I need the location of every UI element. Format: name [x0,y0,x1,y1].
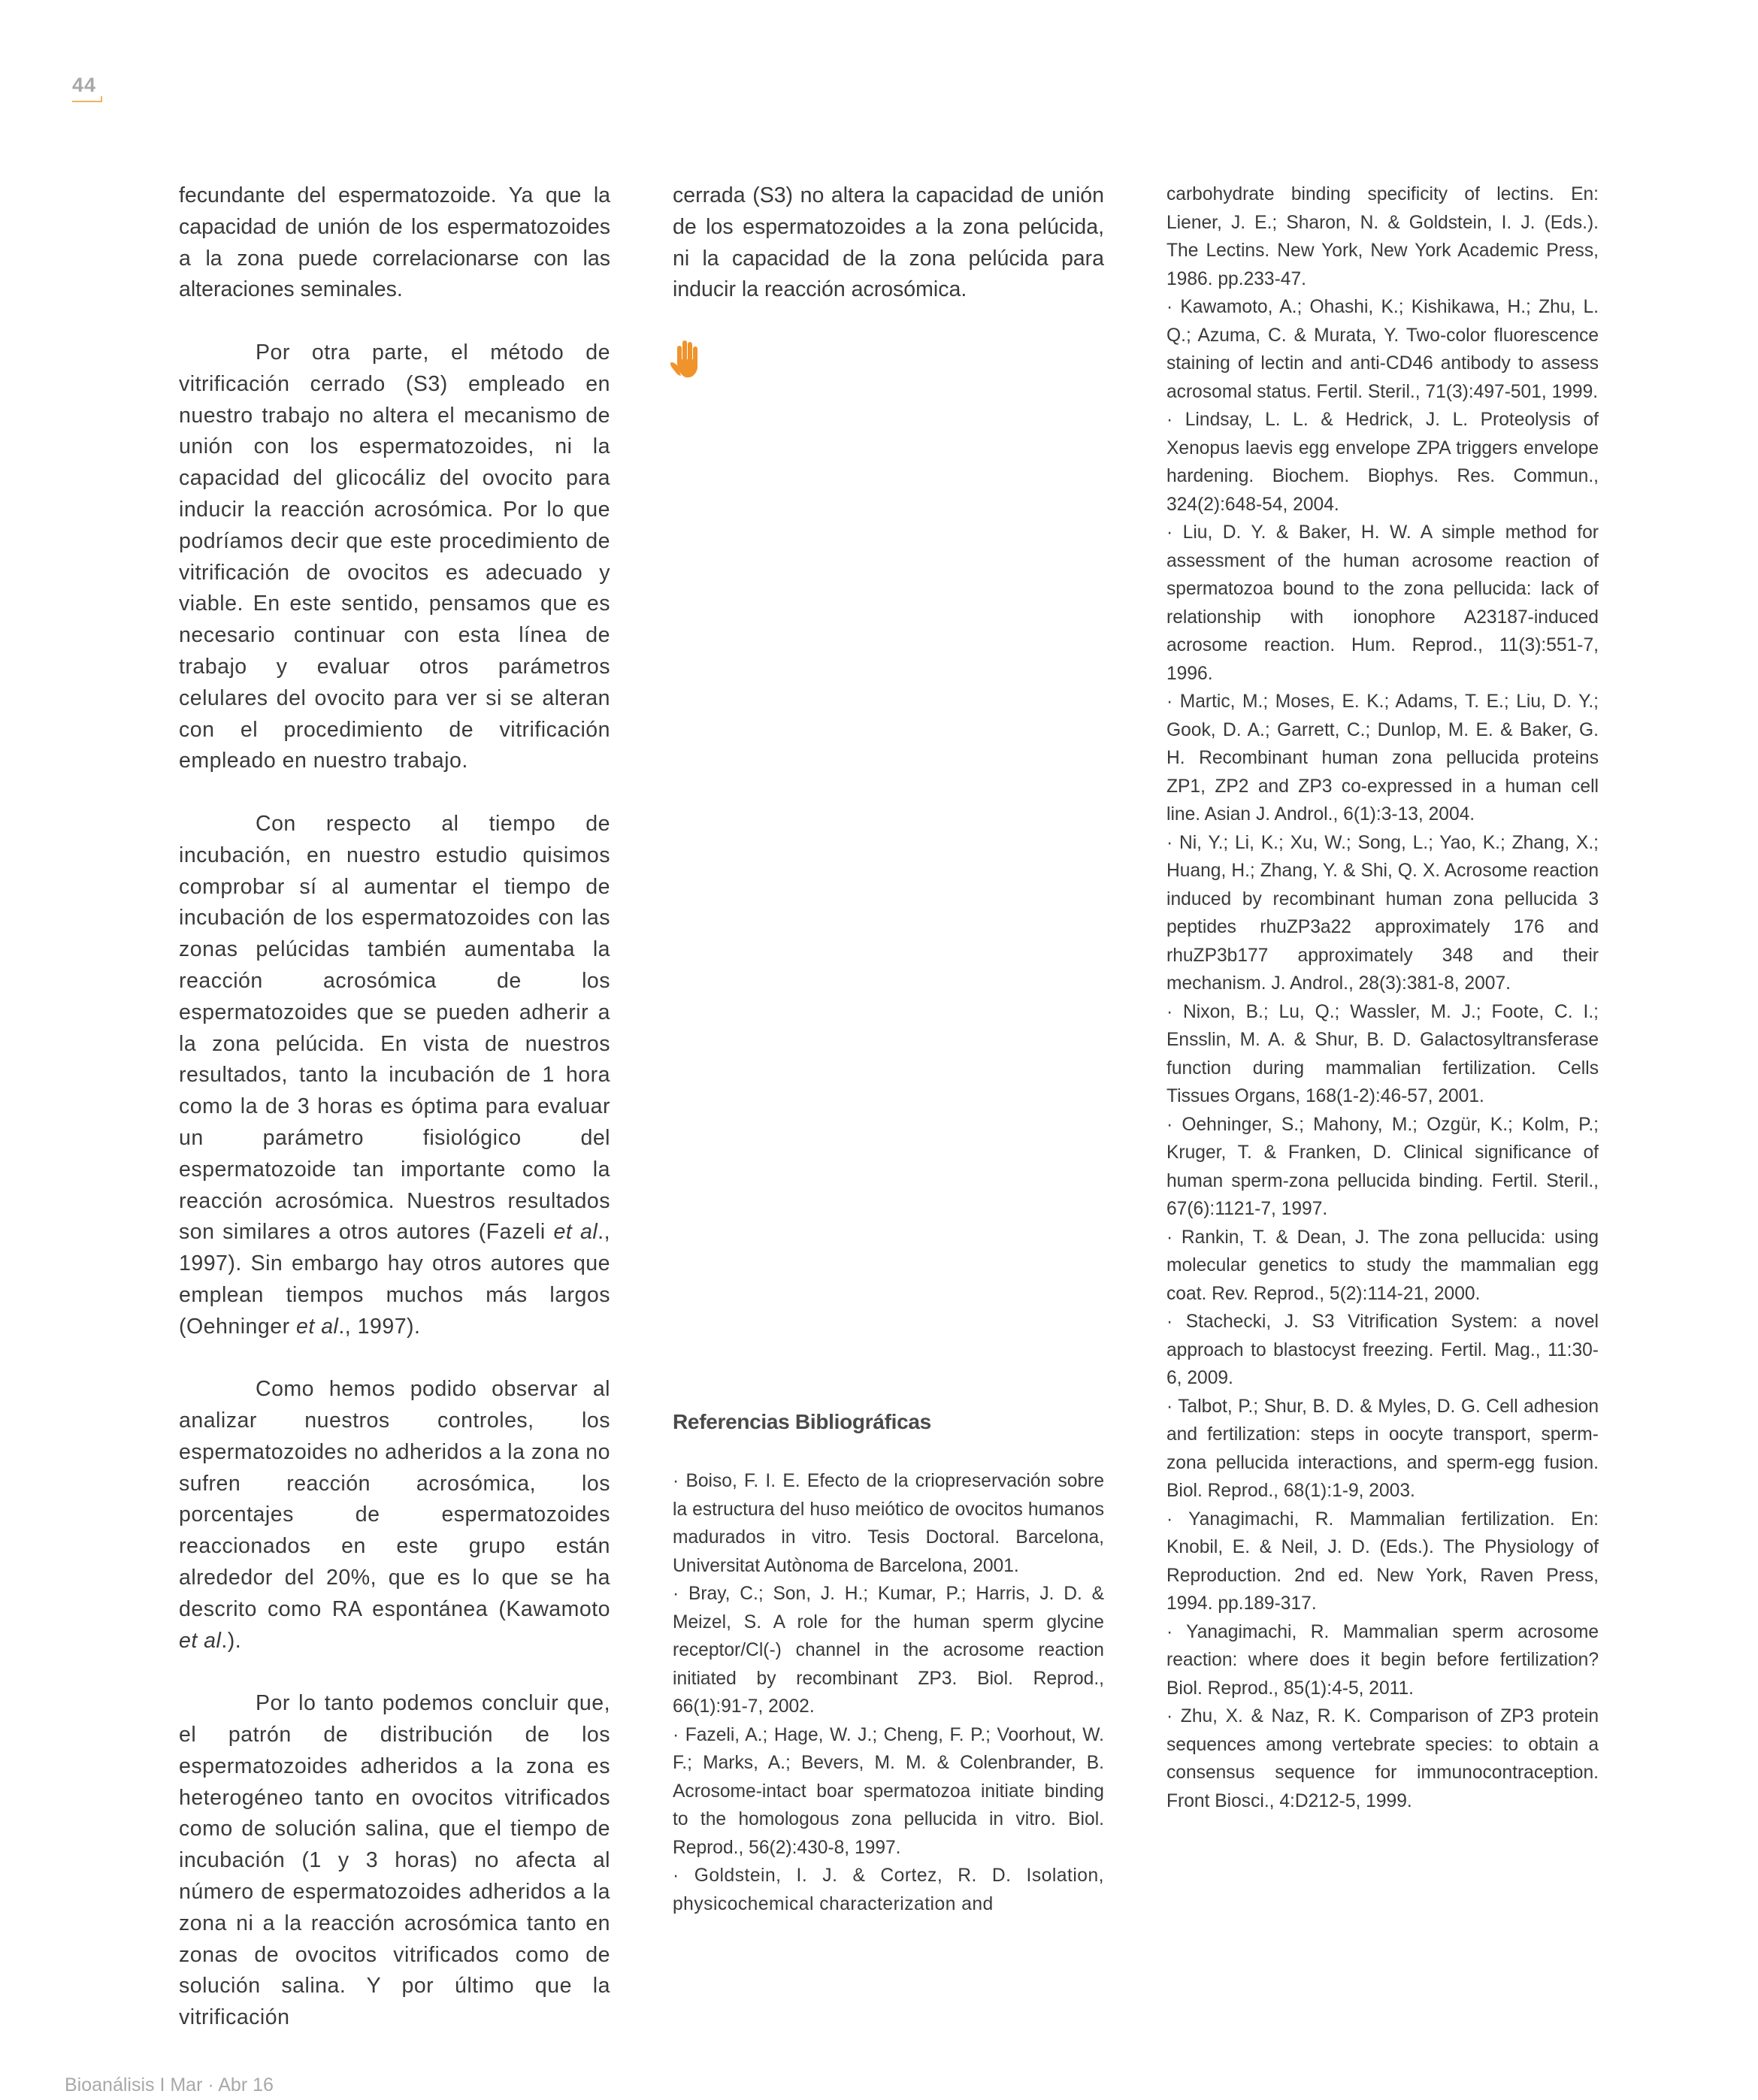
reference-item: · Zhu, X. & Naz, R. K. Comparison of ZP3 protein sequences among vertebrate species: to obtain a consensus sequence for immunocontraception. Front Biosci., 4:D212-5, 1999. [1166,1706,1599,1811]
reference-item: carbohydrate binding specificity of lectins. En: Liener, J. E.; Sharon, N. & Goldstein, I. J. (Eds.). The Lectins. New York, New York Academic Press, 1986. pp.233-47. [1166,184,1599,289]
hand-icon [669,338,704,380]
reference-item: · Ni, Y.; Li, K.; Xu, W.; Song, L.; Yao, K.; Zhang, X.; Huang, H.; Zhang, Y. & Shi, Q. X. Acrosome reaction induced by recombinant human zona pellucida 3 peptides rhuZP3a22 approximately 176 and rhuZP3b177 approximately 348 and their mechanism. J. Androl., 28(3):381-8, 2007. [1166,832,1599,994]
reference-item: · Oehninger, S.; Mahony, M.; Ozgür, K.; Kolm, P.; Kruger, T. & Franken, D. Clinical significance of human sperm-zona pellucida binding. Fertil. Steril., 67(6):1121-7, 1997. [1166,1114,1599,1219]
reference-item: · Nixon, B.; Lu, Q.; Wassler, M. J.; Foote, C. I.; Ensslin, M. A. & Shur, B. D. Galactosyltransferase function during mammalian fertilization. Cells Tissues Organs, 168(1-2):46-57, 2001. [1166,1001,1599,1106]
paragraph [179,809,610,1343]
references-list-2 [1166,180,1599,1815]
reference-item: · Yanagimachi, R. Mammalian fertilization. En: Knobil, E. & Neil, J. D. (Eds.). The Physiology of Reproduction. 2nd ed. New York, Raven Press, 1994. pp.189-317. [1166,1508,1599,1614]
text-run: .). [221,1628,242,1653]
references-list-1 [673,1467,1104,1918]
page-footer: Bioanálisis I Mar · Abr 16 [65,2074,274,2095]
body-column-1 [179,180,610,2034]
reference-item: · Yanagimachi, R. Mammalian sperm acrosome reaction: where does it begin before fertilization? Biol. Reprod., 85(1):4-5, 2011. [1166,1621,1599,1699]
reference-item: · Martic, M.; Moses, E. K.; Adams, T. E.; Liu, D. Y.; Gook, D. A.; Garrett, C.; Dunlop, M. E. & Baker, G. H. Recombinant human zona pellucida proteins ZP1, ZP2 and ZP3 co-expressed in a human cell line. Asian J. Androl., 6(1):3-13, 2004. [1166,691,1599,825]
text-run: ., 1997). [338,1314,421,1339]
italic-text: et al [553,1220,598,1245]
text-run: Como hemos podido observar al analizar nuestros controles, los espermatozoides no adheridos a la zona no sufren reacción acrosómica, los porcentajes de espermatozoides reaccionados en este grupo están alrededor del 20%, que es lo que se ha descrito como RA espontánea (Kawamoto [179,1377,610,1621]
paragraph: Por otra parte, el método de vitrificación cerrado (S3) empleado en nuestro trabajo no altera el mecanismo de unión con los espermatozoides, ni la capacidad del glicocáliz del ovocito para inducir la reacción acrosómica. Por lo que podríamos decir que este procedimiento de vitrificación de ovocitos es adecuado y viable. En este sentido, pensamos que es necesario continuar con esta línea de trabajo y evaluar otros parámetros celulares del ovocito para ver si se alteran con el procedimiento de vitrificación empleado en nuestro trabajo. [179,340,610,773]
paragraph: Por lo tanto podemos concluir que, el patrón de distribución de los espermatozoides adheridos a la zona es heterogéneo tanto en ovocitos vitrificados como de solución salina, que el tiempo de incubación (1 y 3 horas) no afecta al número de espermatozoides adheridos a la zona ni a la reacción acrosómica tanto en zonas de ovocitos vitrificados como de solución salina. Y por último que la vitrificación [179,1691,610,2030]
text-run: Con respecto al tiempo de incubación, en nuestro estudio quisimos comprobar sí al aumentar el tiempo de incubación de los espermatozoides con las zonas pelúcidas también aumentaba la reacción acrosómica de los espermatozoides que se pueden adherir a la zona pelúcida. En vista de nuestros resultados, tanto la incubación de 1 hora como la de 3 horas es óptima para evaluar un parámetro fisiológico del espermatozoide tan importante como la reacción acrosómica. Nuestros resultados son similares a otros autores (Fazeli [179,811,610,1245]
paragraph [179,1374,610,1657]
reference-item: · Kawamoto, A.; Ohashi, K.; Kishikawa, H.; Zhu, L. Q.; Azuma, C. & Murata, Y. Two-color fluorescence staining of lectin and anti-CD46 antibody to assess acrosomal status. Fertil. Steril., 71(3):497-501, 1999. [1166,297,1599,402]
text-run: ., 1997). Sin embargo hay otros autores que emplean tiempos muchos más largos (Oehninger [179,1220,610,1339]
italic-text: et al [296,1314,339,1339]
page-number-decoration [72,96,102,102]
reference-item: · Boiso, F. I. E. Efecto de la criopreservación sobre la estructura del huso meiótico de ovocitos humanos madurados in vitro. Tesis Doctoral. Barcelona, Universitat Autònoma de Barcelona, 2001. [673,1471,1104,1576]
reference-item: · Talbot, P.; Shur, B. D. & Myles, D. G. Cell adhesion and fertilization: steps in oocyte transport, sperm-zona pellucida interactions, and sperm-egg fusion. Biol. Reprod., 68(1):1-9, 2003. [1166,1396,1599,1501]
references-heading: Referencias Bibliográficas [673,1410,931,1433]
italic-text: et al [179,1628,222,1653]
page-number: 44 [72,74,97,96]
reference-item: · Fazeli, A.; Hage, W. J.; Cheng, F. P.; Voorhout, W. F.; Marks, A.; Bevers, M. M. & Colenbrander, B. Acrosome-intact boar spermatozoa initiate binding to the homologous zona pellucida in vitro. Biol. Reprod., 56(2):430-8, 1997. [673,1724,1104,1858]
body-column-2 [673,180,1104,306]
reference-item: · Stachecki, J. S3 Vitrification System: a novel approach to blastocyst freezing. Fertil. Mag., 11:30-6, 2009. [1166,1312,1599,1388]
reference-item: · Rankin, T. & Dean, J. The zona pellucida: using molecular genetics to study the mammalian egg coat. Rev. Reprod., 5(2):114-21, 2000. [1166,1227,1599,1304]
paragraph: cerrada (S3) no altera la capacidad de unión de los espermatozoides a la zona pelúcida, ni la capacidad de la zona pelúcida para inducir la reacción acrosómica. [673,183,1104,302]
reference-item: · Goldstein, I. J. & Cortez, R. D. Isolation, physicochemical characterization and [673,1865,1104,1914]
paragraph: fecundante del espermatozoide. Ya que la capacidad de unión de los espermatozoides a la zona puede correlacionarse con las alteraciones seminales. [179,183,610,302]
reference-item: · Lindsay, L. L. & Hedrick, J. L. Proteolysis of Xenopus laevis egg envelope ZPA triggers envelope hardening. Biochem. Biophys. Res. Commun., 324(2):648-54, 2004. [1166,410,1599,515]
reference-item: · Liu, D. Y. & Baker, H. W. A simple method for assessment of the human acrosome reaction of spermatozoa bound to the zona pellucida: lack of relationship with ionophore A23187-induced acrosome reaction. Hum. Reprod., 11(3):551-7, 1996. [1166,522,1599,684]
reference-item: · Bray, C.; Son, J. H.; Kumar, P.; Harris, J. D. & Meizel, S. A role for the human sperm glycine receptor/Cl(-) channel in the acrosome reaction initiated by recombinant ZP3. Biol. Reprod., 66(1):91-7, 2002. [673,1584,1104,1717]
